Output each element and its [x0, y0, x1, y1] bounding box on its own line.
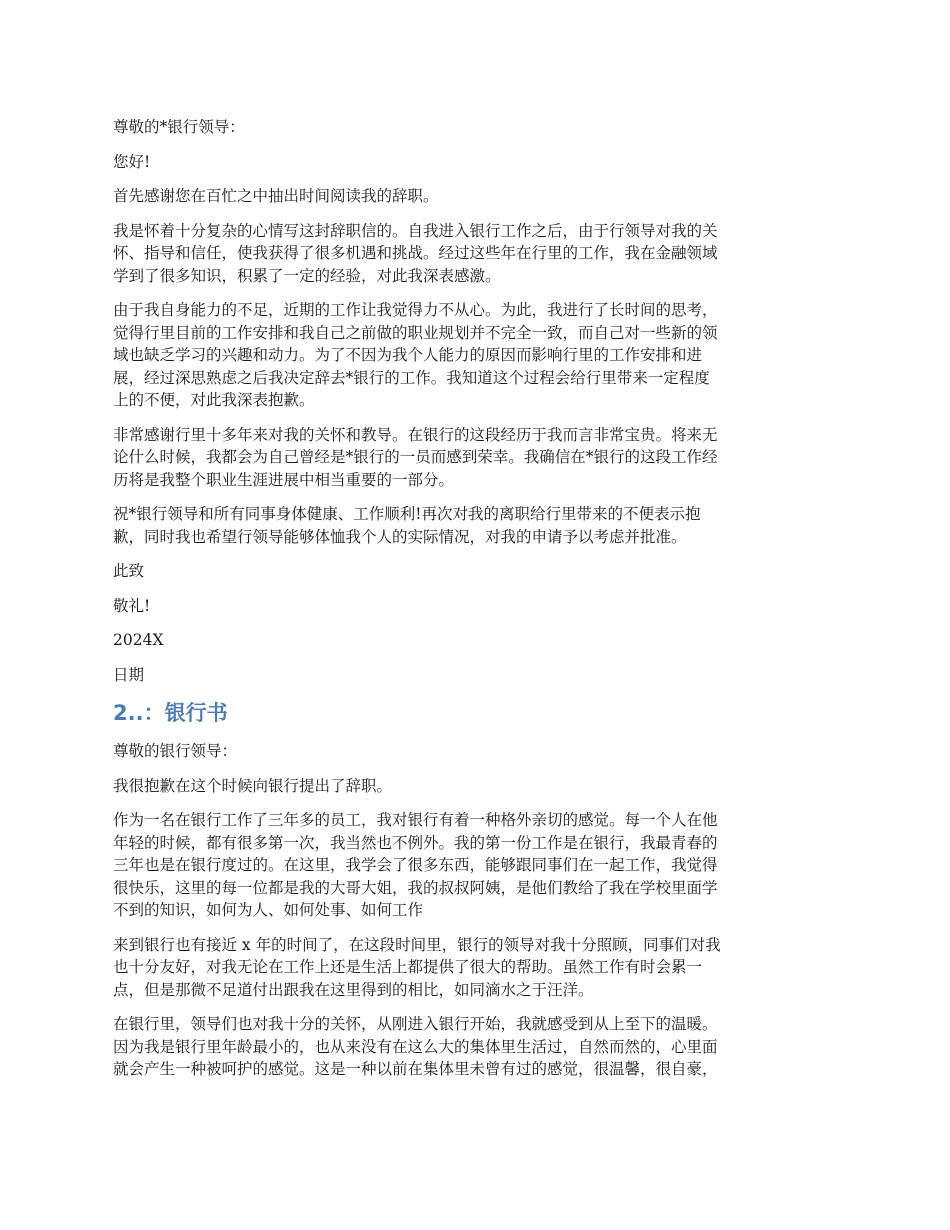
letter1-closing-2: 敬礼!	[113, 596, 151, 615]
letter1-date-label: 日期	[113, 665, 145, 684]
letter1-greeting: 您好!	[113, 152, 151, 171]
letter1-salutation: 尊敬的*银行领导：	[113, 118, 245, 136]
letter1-paragraph-1: 首先感谢您在百忙之中抽出时间阅读我的辞职。	[113, 187, 439, 205]
letter1-closing-1: 此致	[113, 562, 145, 580]
letter1-paragraph-5: 祝*银行领导和所有同事身体健康、工作顺利!再次对我的离职给行里带来的不便表示抱 歉，同时我也希望行领导能够体恤我个人的实际情况，对我的申请予以考虑并批准。	[113, 505, 701, 546]
letter1-year: 2024X	[113, 631, 164, 649]
section2-salutation: 尊敬的银行领导：	[113, 742, 238, 760]
letter1-paragraph-3: 由于我自身能力的不足，近期的工作让我觉得力不从心。为此，我进行了长时间的思考， 觉得行里目前的工作安排和我自己之前做的职业规划并不完全一致，而自己对一些新的领 域也缺乏学习的兴趣和动力。为了不因为我个人能力的原因而影响行里的工作安排和进 展，经过深思熟虑之后我决定辞去*银行的工作。我知道这个过程会给行里带来一定程度 上的不便，对此我深表抱歉。	[113, 301, 718, 409]
letter1-paragraph-2: 我是怀着十分复杂的心情写这封辞职信的。自我进入银行工作之后，由于行领导对我的关 怀、指导和信任，使我获得了很多机遇和挑战。经过这些年在行里的工作，我在金融领域 学到了很多知识，积累了一定的经验，对此我深表感激。	[113, 221, 718, 285]
section2-heading: 2..：银行书	[113, 701, 228, 725]
section2-paragraph-4: 在银行里，领导们也对我十分的关怀，从刚进入银行开始，我就感受到从上至下的温暖。 因为我是银行里年龄最小的，也从来没有在这么大的集体里生活过，自然而然的，心里面 就会产生一种被呵护的感觉。这是一种以前在集体里未曾有过的感觉，很温馨，很自豪，	[113, 1015, 718, 1078]
section2-paragraph-1: 我很抱歉在这个时候向银行提出了辞职。	[113, 776, 393, 795]
section2-paragraph-3: 来到银行也有接近 x 年的时间了，在这段时间里，银行的领导对我十分照顾，同事们对我 也十分友好，对我无论在工作上还是生活上都提供了很大的帮助。虽然工作有时会累一 点，但是那微不足道付出跟我在这里得到的相比，如同滴水之于汪洋。	[113, 935, 721, 999]
letter1-paragraph-4: 非常感谢行里十多年来对我的关怀和教导。在银行的这段经历于我而言非常宝贵。将来无 论什么时候，我都会为自己曾经是*银行的一员而感到荣幸。我确信在*银行的这段工作经 历将是我整个职业生涯进展中相当重要的一部分。	[113, 425, 718, 489]
document-page	[113, 116, 843, 1093]
section2-paragraph-2: 作为一名在银行工作了三年多的员工，我对银行有着一种格外亲切的感觉。每一个人在他 年轻的时候，都有很多第一次，我当然也不例外。我的第一份工作是在银行，我最青春的 三年也是在银行度过的。在这里，我学会了很多东西，能够跟同事们在一起工作，我觉得 很快乐，这里的每一位都是我的大哥大姐，我的叔叔阿姨，是他们教给了我在学校里面学 不到的知识，如何为人、如何处事、如何工作	[113, 811, 718, 919]
